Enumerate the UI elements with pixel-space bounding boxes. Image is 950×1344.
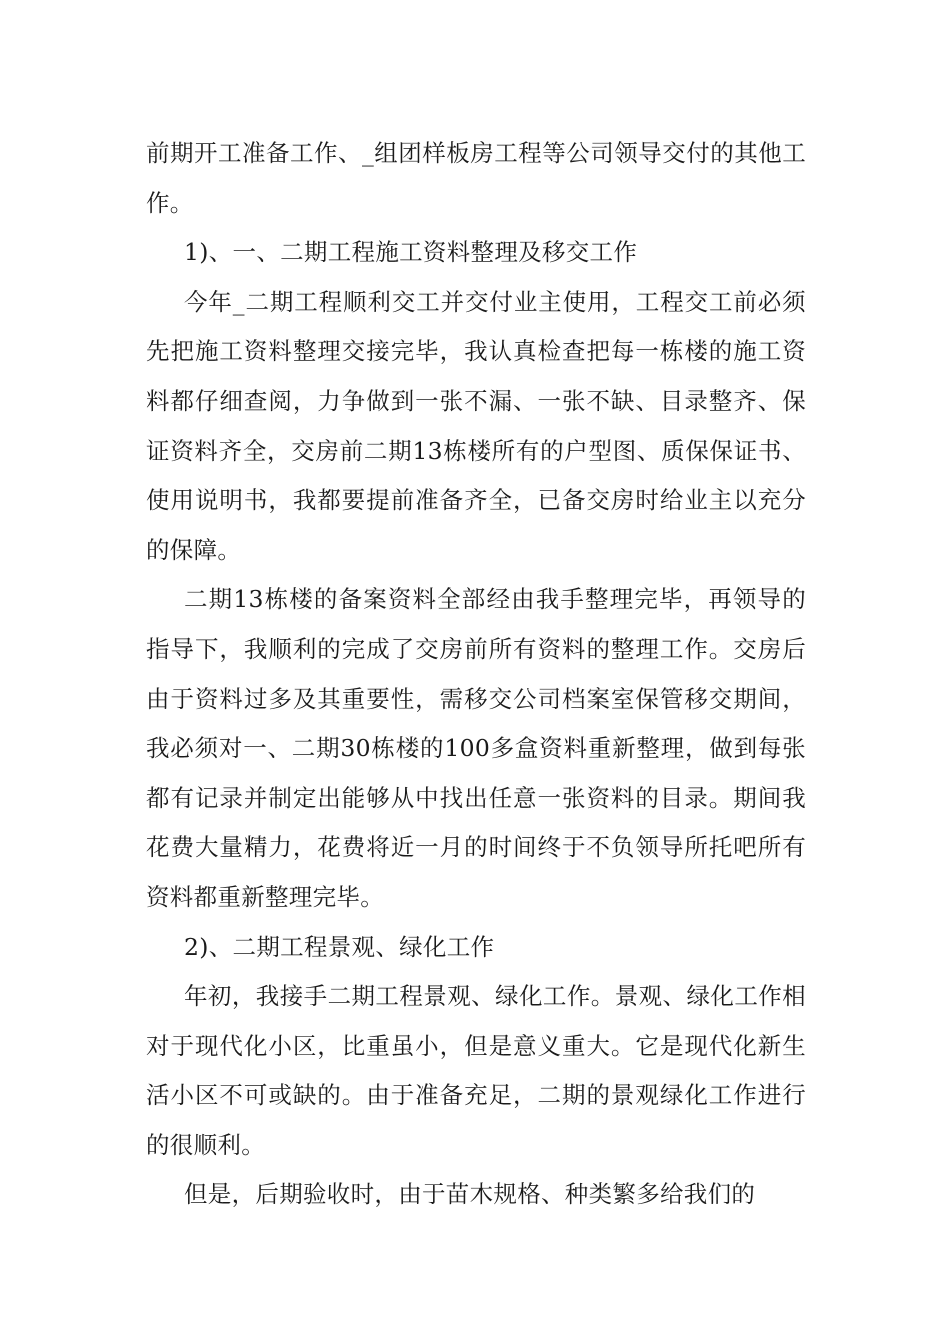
paragraph-filing-records: 二期13栋楼的备案资料全部经由我手整理完毕，再领导的指导下，我顺利的完成了交房前所有资料的整理工作。交房后由于资料过多及其重要性，需移交公司档案室保管移交期间，我必须对一、二期30栋楼的100多盒资料重新整理，做到每张都有记录并制定出能够从中找出任意一张资料的目录。期间我花费大量精力，花费将近一月的时间终于不负领导所托吧所有资料都重新整理完毕。 — [146, 585, 806, 911]
paragraph-landscaping: 年初，我接手二期工程景观、绿化工作。景观、绿化工作相对于现代化小区，比重虽小，但是意义重大。它是现代化新生活小区不可或缺的。由于准备充足，二期的景观绿化工作进行的很顺利。 — [146, 982, 806, 1159]
paragraph-acceptance: 但是，后期验收时，由于苗木规格、种类繁多给我们的 — [184, 1180, 756, 1209]
section-heading-1: 1)、一、二期工程施工资料整理及移交工作 — [184, 238, 638, 267]
paragraph-archive-handover: 今年_二期工程顺利交工并交付业主使用，工程交工前必须先把施工资料整理交接完毕，我认真检查把每一栋楼的施工资料都仔细查阅，力争做到一张不漏、一张不缺、目录整齐、保证资料齐全，交房前二期13栋楼所有的户型图、质保保证书、使用说明书，我都要提前准备齐全，已备交房时给业主以充分的保障。 — [146, 287, 806, 564]
paragraph-continuation: 前期开工准备工作、_组团样板房工程等公司领导交付的其他工作。 — [146, 139, 806, 217]
section-heading-2: 2)、二期工程景观、绿化工作 — [184, 932, 495, 961]
document-body — [146, 129, 806, 1220]
